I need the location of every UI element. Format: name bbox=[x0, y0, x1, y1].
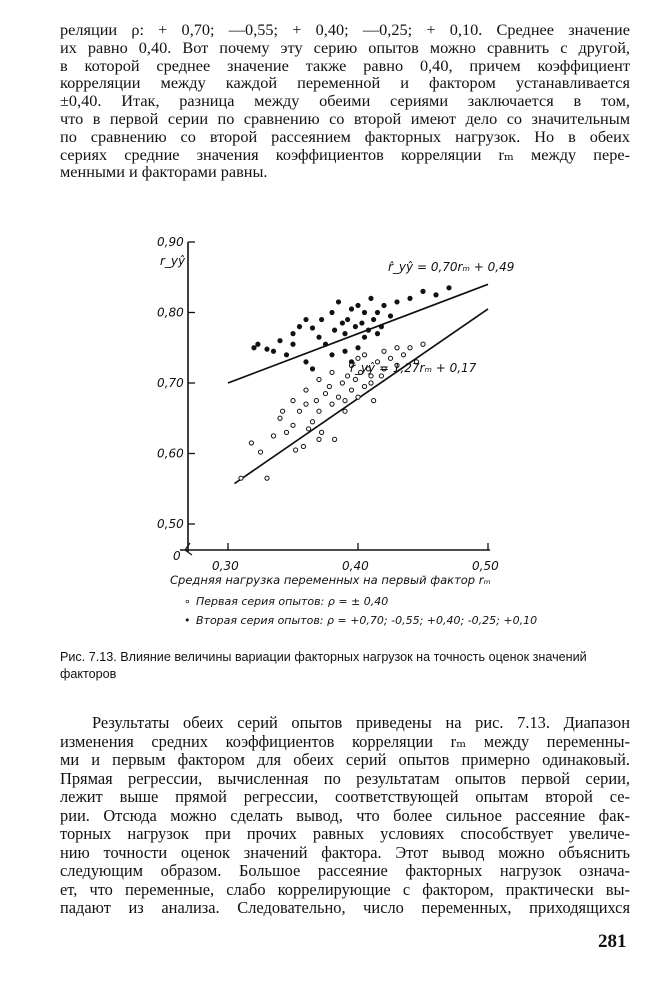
point-filled bbox=[297, 324, 302, 329]
point-open bbox=[239, 476, 243, 480]
regression-scatter-chart bbox=[150, 228, 550, 636]
x-axis-label: Средняя нагрузка переменных на первый фактор rₘ bbox=[170, 573, 491, 587]
point-open bbox=[327, 384, 331, 388]
point-filled bbox=[375, 310, 380, 315]
point-open bbox=[278, 416, 282, 420]
point-open bbox=[314, 399, 318, 403]
point-open bbox=[353, 377, 357, 381]
point-open bbox=[317, 409, 321, 413]
point-open bbox=[317, 377, 321, 381]
figure-caption: Рис. 7.13. Влияние величины вариации факторных нагрузок на точность оценок значений факторов bbox=[60, 650, 587, 681]
point-open bbox=[258, 450, 262, 454]
x-tick-label: 0,30 bbox=[212, 559, 239, 573]
text-line: следующим образом. Большое рассеяние факторных нагрузок означа- bbox=[60, 861, 630, 880]
point-open bbox=[340, 381, 344, 385]
point-filled bbox=[271, 349, 276, 354]
legend-marker-filled: • bbox=[184, 614, 191, 627]
text-line: их равно 0,40. Вот почему эту серию опытов можно сравнить с другой, bbox=[60, 37, 630, 57]
point-filled bbox=[356, 303, 361, 308]
text-line: корреляции между каждой переменной и фактором устанавливается bbox=[60, 73, 630, 93]
point-filled bbox=[317, 335, 322, 340]
point-filled bbox=[408, 296, 413, 301]
point-filled bbox=[353, 324, 358, 329]
point-open bbox=[317, 437, 321, 441]
text-line: сериях средние значения коэффициентов корреляции rₘ между пере- bbox=[60, 144, 630, 164]
point-filled bbox=[382, 303, 387, 308]
data-points bbox=[239, 286, 451, 481]
text-line: реляции ρ: + 0,70; —0,55; + 0,40; —0,25; + 0,10. Среднее значение bbox=[60, 20, 630, 39]
point-open bbox=[408, 346, 412, 350]
point-filled bbox=[362, 335, 367, 340]
point-open bbox=[421, 342, 425, 346]
point-filled bbox=[360, 321, 365, 326]
text-line: лежит выше прямой регрессии, соответствующей опытам второй се- bbox=[60, 787, 630, 806]
point-open bbox=[343, 409, 347, 413]
text-line: нию точности оценок значений фактора. Этот вывод можно объяснить bbox=[60, 842, 630, 862]
point-filled bbox=[340, 321, 345, 326]
text-line: по сравнению со второй рассеянием факторных нагрузок. Но в обеих bbox=[60, 126, 630, 146]
regression-label-lower: r̂_yŷ = 1,27rₘ + 0,17 bbox=[350, 361, 477, 375]
point-filled bbox=[310, 326, 315, 331]
point-filled bbox=[310, 367, 315, 372]
text-line: ет, что переменные, слабо коррелирующие с фактором, практически вы- bbox=[60, 879, 630, 899]
text-line: что в первой серии по сравнению со второй имеют дело со значительным bbox=[60, 108, 630, 128]
point-filled bbox=[304, 360, 309, 365]
point-filled bbox=[343, 349, 348, 354]
point-filled bbox=[319, 317, 324, 322]
point-open bbox=[301, 444, 305, 448]
y-tick-label: 0,60 bbox=[157, 446, 184, 461]
point-open bbox=[333, 437, 337, 441]
text-line: ±0,40. Итак, разница между обеими сериями заключается в том, bbox=[60, 91, 630, 111]
point-open bbox=[343, 399, 347, 403]
point-filled bbox=[323, 342, 328, 347]
point-open bbox=[281, 409, 285, 413]
point-filled bbox=[395, 300, 400, 305]
regression-lines bbox=[228, 284, 488, 483]
legend-entry-first: Первая серия опытов: ρ = ± 0,40 bbox=[196, 595, 389, 608]
point-open bbox=[356, 356, 360, 360]
point-open bbox=[310, 420, 314, 424]
point-open bbox=[395, 346, 399, 350]
text-line: рии. Отсюда можно сделать вывод, что более сильное рассеяние фак- bbox=[60, 805, 630, 825]
point-filled bbox=[330, 310, 335, 315]
regression-line-lower bbox=[235, 309, 489, 484]
point-open bbox=[330, 370, 334, 374]
point-open bbox=[307, 427, 311, 431]
point-open bbox=[323, 391, 327, 395]
y-axis-label: r_yŷ bbox=[160, 254, 186, 268]
point-open bbox=[297, 409, 301, 413]
point-filled bbox=[256, 342, 261, 347]
text-line: изменения средних коэффициентов корреляции rₘ между переменны- bbox=[60, 731, 630, 751]
body-paragraph-bottom bbox=[60, 714, 630, 918]
text-line: падают из анализа. Следовательно, число переменных, приходящихся bbox=[60, 898, 630, 917]
chart-axes bbox=[180, 242, 490, 555]
point-filled bbox=[366, 328, 371, 333]
legend-marker-open: ∘ bbox=[184, 595, 191, 608]
point-filled bbox=[434, 293, 439, 298]
point-filled bbox=[379, 324, 384, 329]
point-open bbox=[336, 395, 340, 399]
legend-entry-second: Вторая серия опытов: ρ = +0,70; -0,55; +0,40; -0,25; +0,10 bbox=[196, 614, 538, 627]
y-tick-label: 0,90 bbox=[157, 235, 184, 249]
point-filled bbox=[332, 328, 337, 333]
point-open bbox=[304, 388, 308, 392]
point-open bbox=[291, 423, 295, 427]
point-open bbox=[271, 434, 275, 438]
point-open bbox=[349, 388, 353, 392]
point-filled bbox=[388, 314, 393, 319]
point-open bbox=[249, 441, 253, 445]
text-line: менными и факторами равны. bbox=[60, 162, 268, 182]
point-open bbox=[369, 381, 373, 385]
point-filled bbox=[252, 345, 257, 350]
point-filled bbox=[278, 338, 283, 343]
x-axis-ticks bbox=[212, 543, 499, 573]
text-line: в которой среднее значение также равно 0,40, причем коэффициент bbox=[60, 55, 630, 75]
text-line: торных нагрузок при прочих равных условиях способствует увеличе- bbox=[60, 824, 630, 843]
point-open bbox=[294, 448, 298, 452]
point-filled bbox=[336, 300, 341, 305]
regression-label-upper: r̂_yŷ = 0,70rₘ + 0,49 bbox=[388, 260, 515, 274]
point-open bbox=[320, 430, 324, 434]
point-open bbox=[382, 349, 386, 353]
y-tick-label: 0,70 bbox=[157, 376, 184, 390]
point-filled bbox=[375, 331, 380, 336]
y-tick-label: 0,50 bbox=[157, 517, 184, 531]
point-filled bbox=[356, 345, 361, 350]
point-filled bbox=[284, 353, 289, 358]
point-open bbox=[372, 399, 376, 403]
point-filled bbox=[447, 286, 452, 291]
x-tick-label: 0,50 bbox=[472, 559, 499, 573]
point-open bbox=[284, 430, 288, 434]
point-filled bbox=[291, 342, 296, 347]
point-filled bbox=[304, 317, 309, 322]
point-open bbox=[304, 402, 308, 406]
y-tick-label: 0,80 bbox=[157, 305, 184, 320]
point-filled bbox=[343, 331, 348, 336]
point-open bbox=[330, 402, 334, 406]
point-filled bbox=[330, 353, 335, 358]
point-open bbox=[362, 384, 366, 388]
point-filled bbox=[362, 310, 367, 315]
point-filled bbox=[345, 317, 350, 322]
text-line: Прямая регрессии, вычисленная по результатам опытов первой серии, bbox=[60, 768, 630, 788]
point-open bbox=[291, 399, 295, 403]
point-filled bbox=[421, 289, 426, 294]
point-filled bbox=[369, 296, 374, 301]
body-paragraph-top bbox=[60, 21, 630, 181]
origin-label: 0 bbox=[173, 549, 181, 563]
x-tick-label: 0,40 bbox=[342, 559, 369, 573]
point-open bbox=[388, 356, 392, 360]
text-line: Результаты обеих серий опытов приведены на рис. 7.13. Диапазон bbox=[92, 713, 630, 732]
point-filled bbox=[291, 331, 296, 336]
y-axis-ticks bbox=[157, 235, 195, 531]
page-number: 281 bbox=[598, 931, 627, 952]
text-line: ми и первым фактором для обеих серий опытов примерно одинаковый. bbox=[60, 750, 630, 769]
point-filled bbox=[265, 347, 270, 352]
point-open bbox=[401, 353, 405, 357]
point-filled bbox=[371, 317, 376, 322]
point-open bbox=[265, 476, 269, 480]
point-filled bbox=[349, 307, 354, 312]
point-open bbox=[356, 395, 360, 399]
point-open bbox=[362, 353, 366, 357]
